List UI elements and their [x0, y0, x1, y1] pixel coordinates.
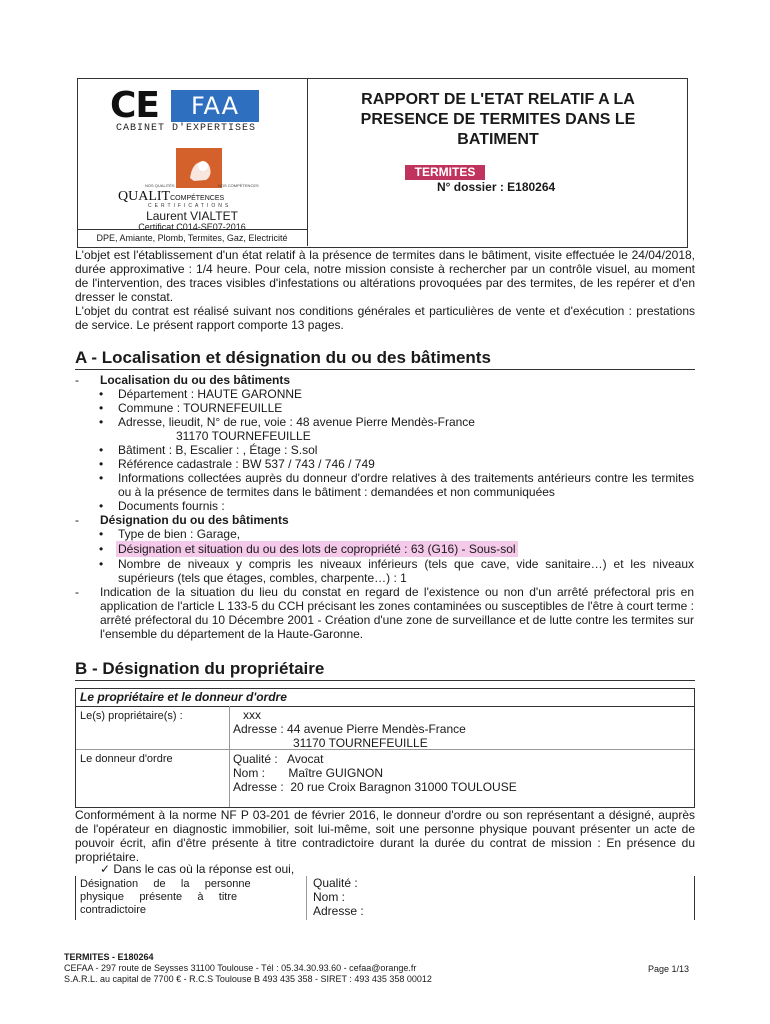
- section-b-title: B - Désignation du propriétaire: [75, 659, 695, 681]
- check-icon: ✓: [100, 862, 111, 876]
- title-line-3: BATIMENT: [457, 131, 539, 148]
- check-line-text: Dans le cas où la réponse est oui,: [113, 862, 295, 876]
- donneur-qualite: Qualité : Avocat: [233, 752, 324, 766]
- qualit-small-left: NOS QUALITÉS: [145, 183, 175, 188]
- title-line-2: PRESENCE DE TERMITES DANS LE: [360, 111, 636, 128]
- domains: DPE, Amiante, Plomb, Termites, Gaz, Electricité: [96, 233, 288, 243]
- logo-tagline: CABINET D'EXPERTISES: [115, 123, 257, 134]
- person-label-1: Désignation de la personne: [80, 878, 251, 890]
- owner-name: xxx: [243, 708, 261, 722]
- donneur-label: Le donneur d'ordre: [80, 753, 173, 765]
- header-divider: [307, 78, 308, 246]
- donneur-nom: Nom : Maître GUIGNON: [233, 766, 384, 780]
- intro-paragraph-2: L'objet du contrat est réalisé suivant nos conditions générales et particulières de vente et d'exécution : prestations de service. Le présent rapport comporte 13 pages.: [75, 304, 695, 332]
- adresse: Adresse, lieudit, N° de rue, voie : 48 avenue Pierre Mendès-France: [118, 415, 475, 429]
- documents: Documents fournis :: [118, 499, 225, 513]
- page-number: Page 1/13: [648, 964, 690, 974]
- termites-badge: TERMITES: [405, 165, 485, 180]
- commune: Commune : TOURNEFEUILLE: [118, 401, 283, 415]
- owner-address: Adresse : 44 avenue Pierre Mendès-France: [233, 722, 466, 736]
- footer-legal: S.A.R.L. au capital de 7700 € - R.C.S Toulouse B 493 435 358 - SIRET : 493 435 358 00012: [64, 974, 432, 984]
- adresse-cp: 31170 TOURNEFEUILLE: [176, 429, 311, 443]
- niveaux: Nombre de niveaux y compris les niveaux inférieurs (tels que cave, vide sanitaire…) et les niveaux supérieurs (tels que étages, combles, charpente…) : 1: [118, 557, 694, 585]
- page-title: [310, 90, 686, 150]
- dossier-number: N° dossier : E180264: [437, 180, 556, 194]
- qualit-suffix: COMPÉTENCES: [170, 195, 225, 202]
- type-bien: Type de bien : Garage,: [118, 527, 241, 541]
- contradictoire-nom: Nom :: [313, 890, 346, 904]
- footer-doc-ref: TERMITES - E180264: [64, 952, 154, 962]
- intro-paragraph-1: L'objet est l'établissement d'un état relatif à la présence de termites dans le bâtiment, visite effectuée le 24/04/2018, durée approximative : 1/4 heure. Pour cela, notre mission consiste à rechercher par un contrôle visuel, au moment de l'intervention, des traces visibles d'infestations ou altérations provoquées par des termites, de les repérer et d'en dresser le constat.: [75, 248, 695, 304]
- person-label-2: physique présente à titre: [80, 891, 238, 903]
- designation-heading: Désignation du ou des bâtiments: [100, 513, 289, 527]
- logo-faa: FAA: [171, 90, 259, 122]
- infos-traitements: Informations collectées auprès du donneur d'ordre relatives à des traitements antérieurs contre les termites ou à la présence de termites dans le bâtiment : demandées et non communiquées: [118, 471, 694, 499]
- localisation-heading: Localisation du ou des bâtiments: [100, 373, 291, 387]
- section-a-title: A - Localisation et désignation du ou des bâtiments: [75, 348, 695, 370]
- qualit-brand: QUALIT: [118, 189, 171, 204]
- qualit-small-right: NOS COMPÉTENCES: [218, 183, 259, 188]
- qualit-certif: CERTIFICATIONS: [148, 203, 232, 209]
- indication-arrete: Indication de la situation du lieu du constat en regard de l'existence ou non d'un arrêté préfectoral pris en application de l'article L 133-5 du CCH précisant les zones contaminées ou susceptibles de l'être à court terme : arrêté préfectoral du 10 Décembre 2001 - Création d'une zone de surveillance et de lutte contre les termites sur l'ensemble du département de la Haute-Garonne.: [100, 585, 694, 641]
- person-label-3: contradictoire: [80, 904, 147, 916]
- donneur-adresse: Adresse : 20 rue Croix Baragnon 31000 TOULOUSE: [233, 780, 517, 794]
- logo-ce: CE: [110, 85, 160, 126]
- lots-copropriete: Désignation et situation du ou des lots de copropriété : 63 (G16) - Sous-sol: [118, 542, 516, 556]
- lion-logo-icon: [176, 148, 222, 188]
- batiment: Bâtiment : B, Escalier : , Étage : S.sol: [118, 443, 318, 457]
- departement: Département : HAUTE GARONNE: [118, 387, 303, 401]
- owner-label: Le(s) propriétaire(s) :: [80, 710, 183, 722]
- conformement-paragraph: Conformément à la norme NF P 03-201 de février 2016, le donneur d'ordre ou son représentant a désigné, auprès de l'opérateur en diagnostic immobilier, soit lui-même, soit une personne physique pouvant présenter un acte de pouvoir écrit, afin d'être présente à titre contradictoire durant la durée du contrat de mission : En présence du propriétaire.: [75, 808, 695, 864]
- contradictoire-adresse: Adresse :: [313, 904, 364, 918]
- certificate-number: Certificat C014-SE07-2016: [138, 222, 246, 232]
- owner-table-heading: Le propriétaire et le donneur d'ordre: [80, 690, 287, 704]
- owner-postcode: 31170 TOURNEFEUILLE: [293, 736, 428, 750]
- operator-name: Laurent VIALTET: [146, 209, 238, 223]
- contradictoire-qualite: Qualité :: [313, 876, 358, 890]
- check-line: [100, 862, 294, 876]
- footer-address: CEFAA - 297 route de Seysses 31100 Toulouse - Tél : 05.34.30.93.60 - cefaa@orange.fr: [64, 963, 417, 973]
- title-line-1: RAPPORT DE L'ETAT RELATIF A LA: [361, 91, 635, 108]
- cadastre: Référence cadastrale : BW 537 / 743 / 746 / 749: [118, 457, 375, 471]
